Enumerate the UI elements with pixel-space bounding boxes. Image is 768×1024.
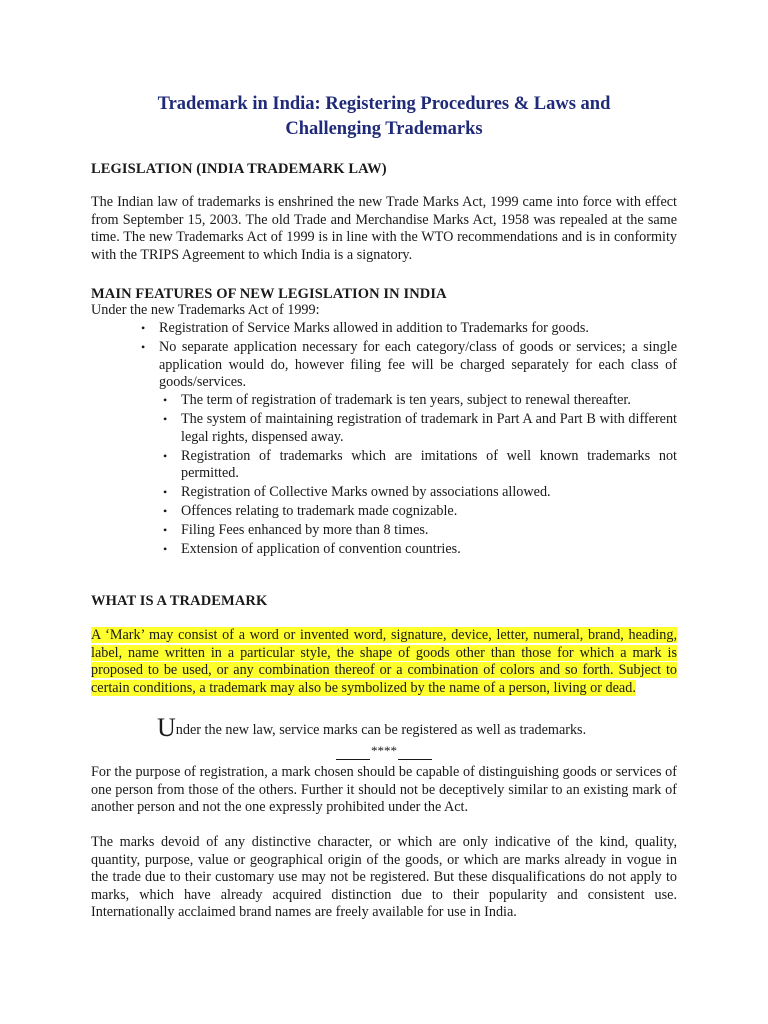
bullet-icon: • bbox=[163, 393, 168, 407]
bullet-icon: • bbox=[141, 321, 146, 335]
separator-rule-left bbox=[336, 759, 370, 760]
mark-definition-paragraph bbox=[91, 627, 677, 697]
list-item-text: No separate application necessary for each category/class of goods or services; a single application would do, however filing fee will be charged separately for each class of goods/services. bbox=[159, 339, 677, 390]
list-item-text: The system of maintaining registration of trademark in Part A and Part B with different legal rights, dispensed away. bbox=[181, 411, 677, 445]
features-list-level1 bbox=[141, 320, 677, 393]
highlighted-text: A ‘Mark’ may consist of a word or invented word, signature, device, letter, numeral, brand, heading, label, name written in a particular style, the shape of goods other than those for which a mark is proposed to be used, or any combination thereof or a combination of colors and so forth. Subject to certain conditions, a trademark may also be symbolized by the name of a person, living or dead. bbox=[91, 627, 677, 696]
bullet-icon: • bbox=[163, 523, 168, 537]
disqualification-paragraph: The marks devoid of any distinctive character, or which are only indicative of the kind, quality, quantity, purpose, value or geographical origin of the goods, or which are marks already in vogue in the trade due to their customary use may not be registered. But these disqualifications do not apply to marks, which have already acquired distinction due to their popularity and consistent use. Internationally acclaimed brand names are freely available for use in India. bbox=[91, 834, 677, 920]
bullet-icon: • bbox=[163, 504, 168, 518]
service-marks-line bbox=[157, 713, 587, 742]
list-item-text: Registration of trademarks which are imitations of well known trademarks not permitted. bbox=[181, 447, 677, 481]
title-line-1: Trademark in India: Registering Procedures & Laws and bbox=[157, 94, 611, 114]
list-item-text: Extension of application of convention countries. bbox=[181, 541, 461, 557]
list-item-text: The term of registration of trademark is ten years, subject to renewal thereafter. bbox=[181, 392, 631, 408]
list-item bbox=[163, 522, 677, 540]
what-is-heading: WHAT IS A TRADEMARK bbox=[91, 593, 268, 609]
service-marks-text: nder the new law, service marks can be registered as well as trademarks. bbox=[175, 722, 587, 738]
legislation-paragraph: The Indian law of trademarks is enshrined the new Trade Marks Act, 1999 came into force with effect from September 15, 2003. The old Trade and Merchandise Marks Act, 1958 was repealed at the same time. The new Trademarks Act of 1999 is in line with the WTO recommendations and is in conformity with the TRIPS Agreement to which India is a signatory. bbox=[91, 194, 677, 263]
list-item-text: Registration of Collective Marks owned by associations allowed. bbox=[181, 484, 551, 500]
separator-stars: **** bbox=[371, 743, 397, 758]
bullet-icon: • bbox=[163, 448, 168, 463]
bullet-icon: • bbox=[141, 340, 146, 354]
list-item bbox=[141, 339, 677, 392]
list-item bbox=[163, 392, 677, 410]
bullet-icon: • bbox=[163, 485, 168, 499]
list-item-text: Filing Fees enhanced by more than 8 times. bbox=[181, 522, 429, 538]
list-item bbox=[163, 541, 677, 559]
page-title bbox=[90, 92, 678, 142]
list-item bbox=[163, 503, 677, 521]
features-list-level2 bbox=[163, 392, 677, 560]
features-heading: MAIN FEATURES OF NEW LEGISLATION IN INDIA bbox=[91, 286, 447, 302]
legislation-heading: LEGISLATION (INDIA TRADEMARK LAW) bbox=[91, 161, 387, 177]
features-intro: Under the new Trademarks Act of 1999: bbox=[91, 302, 320, 318]
section-separator bbox=[336, 744, 432, 762]
list-item bbox=[163, 447, 677, 483]
list-item bbox=[163, 484, 677, 502]
drop-cap: U bbox=[157, 713, 176, 742]
bullet-icon: • bbox=[163, 412, 168, 426]
title-line-2: Challenging Trademarks bbox=[285, 119, 483, 139]
list-item-text: Registration of Service Marks allowed in addition to Trademarks for goods. bbox=[159, 320, 589, 336]
list-item-text: Offences relating to trademark made cognizable. bbox=[181, 503, 458, 519]
list-item bbox=[141, 320, 677, 338]
registration-paragraph: For the purpose of registration, a mark chosen should be capable of distinguishing goods or services of one person from those of the others. Further it should not be deceptively similar to an existing mark of another person and not the one expressly prohibited under the Act. bbox=[91, 764, 677, 815]
bullet-icon: • bbox=[163, 542, 168, 556]
separator-rule-right bbox=[398, 759, 432, 760]
list-item bbox=[163, 411, 677, 446]
